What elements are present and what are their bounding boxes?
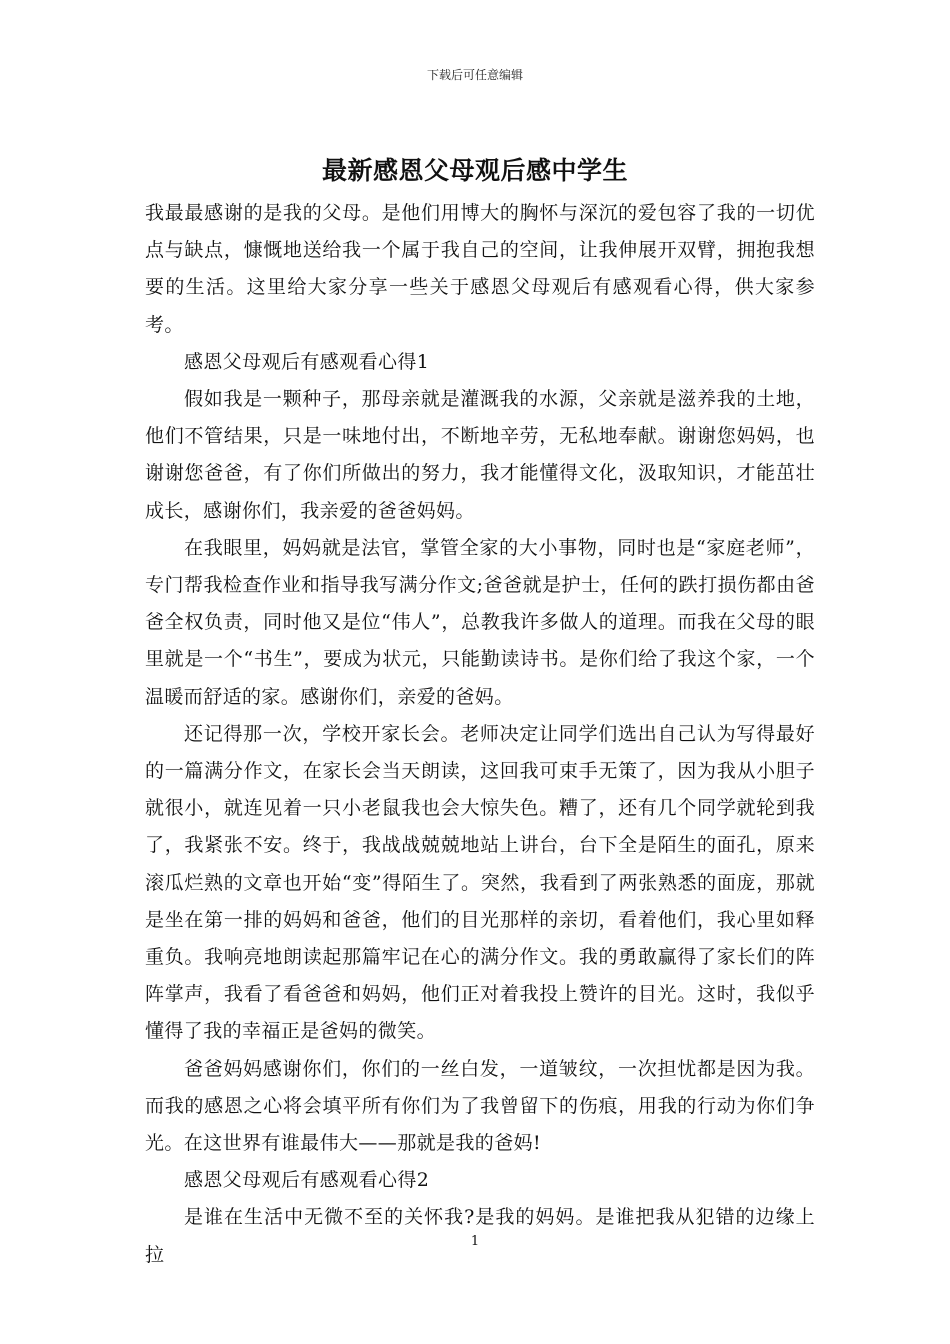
paragraph: 爸爸妈妈感谢你们，你们的一丝白发，一道皱纹，一次担忧都是因为我。而我的感恩之心将会填平所有你们为了我曾留下的伤痕，用我的行动为你们争光。在这世界有谁最伟大——那就是我的爸妈! xyxy=(145,1057,815,1155)
page-number: 1 xyxy=(470,1234,480,1249)
document-title: 最新感恩父母观后感中学生 xyxy=(321,156,628,185)
section-heading-1: 感恩父母观后有感观看心得1 xyxy=(184,350,430,373)
document-body xyxy=(145,195,815,1274)
section-heading-2: 感恩父母观后有感观看心得2 xyxy=(184,1169,430,1192)
paragraph-intro: 我最最感谢的是我的父母。是他们用博大的胸怀与深沉的爱包容了我的一切优点与缺点，慷慨地送给我一个属于我自己的空间，让我伸展开双臂，拥抱我想要的生活。这里给大家分享一些关于感恩父母观后有感观看心得，供大家参考。 xyxy=(145,202,815,336)
paragraph: 在我眼里，妈妈就是法官，掌管全家的大小事物，同时也是“家庭老师”，专门帮我检查作业和指导我写满分作文;爸爸就是护士，任何的跌打损伤都由爸爸全权负责，同时他又是位“伟人”，总教我许多做人的道理。而我在父母的眼里就是一个“书生”，要成为状元，只能勤读诗书。是你们给了我这个家，一个温暖而舒适的家。感谢你们，亲爱的爸妈。 xyxy=(145,536,815,708)
paragraph: 还记得那一次，学校开家长会。老师决定让同学们选出自己认为写得最好的一篇满分作文，在家长会当天朗读，这回我可束手无策了，因为我从小胆子就很小，就连见着一只小老鼠我也会大惊失色。糟了，还有几个同学就轮到我了，我紧张不安。终于，我战战兢兢地站上讲台，台下全是陌生的面孔，原来滚瓜烂熟的文章也开始“变”得陌生了。突然，我看到了两张熟悉的面庞，那就是坐在第一排的妈妈和爸爸，他们的目光那样的亲切，看着他们，我心里如释重负。我响亮地朗读起那篇牢记在心的满分作文。我的勇敢赢得了家长们的阵阵掌声，我看了看爸爸和妈妈，他们正对着我投上赞许的目光。这时，我似乎懂得了我的幸福正是爸妈的微笑。 xyxy=(145,722,815,1043)
paragraph: 是谁在生活中无微不至的关怀我?是我的妈妈。是谁把我从犯错的边缘上拉 xyxy=(145,1206,815,1266)
paragraph: 假如我是一颗种子，那母亲就是灌溉我的水源，父亲就是滋养我的土地，他们不管结果，只是一味地付出，不断地辛劳，无私地奉献。谢谢您妈妈，也谢谢您爸爸，有了你们所做出的努力，我才能懂得文化，汲取知识，才能茁壮成长，感谢你们，我亲爱的爸爸妈妈。 xyxy=(145,388,815,522)
header-note: 下载后可任意编辑 xyxy=(426,68,523,82)
